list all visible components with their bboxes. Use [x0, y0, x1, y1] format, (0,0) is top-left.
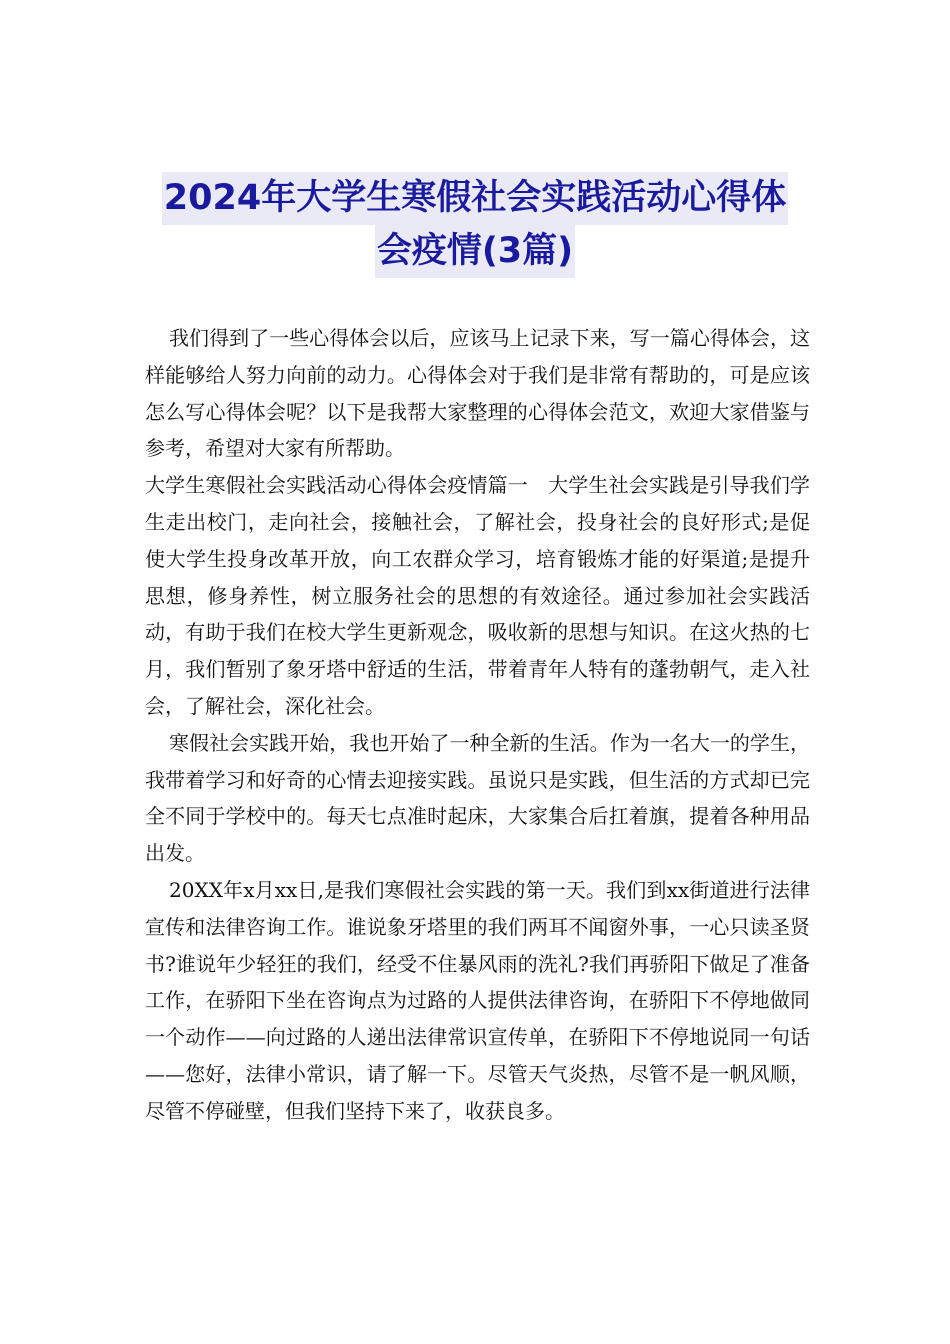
document-title	[100, 172, 850, 278]
title-line-1: 2024年大学生寒假社会实践活动心得体	[162, 172, 788, 225]
paragraph-section-one: 大学生寒假社会实践活动心得体会疫情篇一 大学生社会实践是引导我们学生走出校门，走向社会，接触社会，了解社会，投身社会的良好形式;是促使大学生投身改革开放，向工农群众学习，培育锻炼才能的好渠道;是提升思想，修身养性，树立服务社会的思想的有效途径。通过参加社会实践活动，有助于我们在校大学生更新观念，吸收新的思想与知识。在这火热的七月，我们暂别了象牙塔中舒适的生活，带着青年人特有的蓬勃朝气，走入社会，了解社会，深化社会。	[145, 473, 810, 718]
title-line-2: 会疫情(3篇)	[375, 225, 575, 278]
document-body	[145, 320, 810, 1130]
paragraph-first-day: 20XX年x月xx日,是我们寒假社会实践的第一天。我们到xx街道进行法律宣传和法律咨询工作。谁说象牙塔里的我们两耳不闻窗外事，一心只读圣贤书?谁说年少轻狂的我们，经受不住暴风雨的洗礼?我们再骄阳下做足了准备工作，在骄阳下坐在咨询点为过路的人提供法律咨询，在骄阳下不停地做同一个动作——向过路的人递出法律常识宣传单，在骄阳下不停地说同一句话——您好，法律小常识，请了解一下。尽管天气炎热，尽管不是一帆风顺，尽管不停碰壁，但我们坚持下来了，收获良多。	[145, 877, 810, 1123]
paragraph-practice-start: 寒假社会实践开始，我也开始了一种全新的生活。作为一名大一的学生，我带着学习和好奇的心情去迎接实践。虽说只是实践，但生活的方式却已完全不同于学校中的。每天七点准时起床，大家集合后扛着旗，提着各种用品出发。	[145, 730, 810, 866]
paragraph-intro: 我们得到了一些心得体会以后，应该马上记录下来，写一篇心得体会，这样能够给人努力向前的动力。心得体会对于我们是非常有帮助的，可是应该怎么写心得体会呢？以下是我帮大家整理的心得体会范文，欢迎大家借鉴与参考，希望对大家有所帮助。	[145, 326, 810, 461]
